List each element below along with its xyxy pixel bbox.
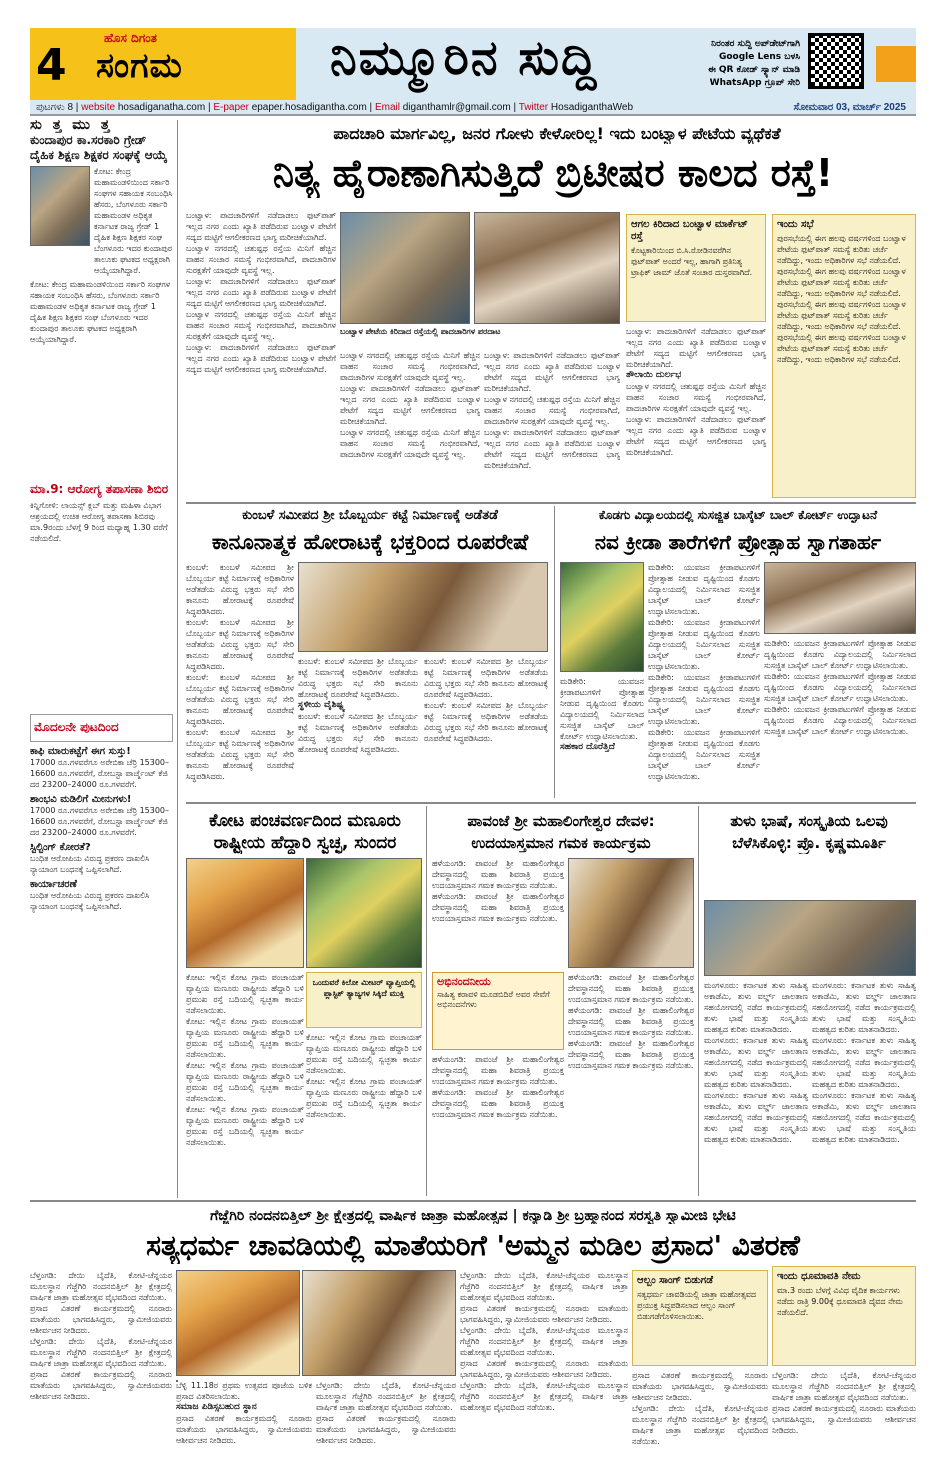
- story-body: [560, 676, 644, 796]
- qr-line: Google Lens ಬಳಸಿ: [718, 52, 800, 62]
- bottom-body: [460, 1270, 628, 1454]
- story-body: [812, 980, 916, 1192]
- bottom-paragraph: ಬೆಳ್ತಂಗಡಿ: ದೇಯಿ ಬೈದೆತಿ, ಕೋಟಿ-ಚೆನ್ನಯರ ಮೂಲಸ್ಥಾನ ಗೆಜ್ಜೆಗಿರಿ ನಂದನಬಿತ್ತಿಲ್ ಶ್ರೀ ಕ್ಷೇತ್ರದಲ್ಲಿ ವಾರ್ಷಿಕ ಜಾತ್ರಾ ಮಹೋತ್ಸವ ವೈಭವದಿಂದ ನಡೆಯಿತು.: [632, 1404, 768, 1446]
- story-paragraph: ಮಡಿಕೇರಿ: ಯುವಜನ ಕ್ರೀಡಾಪಟುಗಳಿಗೆ ಪ್ರೋತ್ಸಾಹ ನೀಡುವ ದೃಷ್ಟಿಯಿಂದ ಕೊಡಗು ವಿದ್ಯಾಲಯದಲ್ಲಿ ನಿರ್ಮಿಸಲಾದ ಸುಸಜ್ಜಿತ ಬಾಸ್ಕೆಟ್ ಬಾಲ್ ಕೋರ್ಟ್ ಉದ್ಘಾಟಿಸಲಾಯಿತು.: [764, 705, 916, 736]
- story-paragraph: ಕೋಟ: ಇಲ್ಲಿನ ಕೋಟ ಗ್ರಾಮ ಪಂಚಾಯತ್ ವ್ಯಾಪ್ತಿಯ ಮಣೂರು ರಾಷ್ಟ್ರೀಯ ಹೆದ್ದಾರಿ ಬಳಿ ಪ್ರಮುಖ ರಸ್ತೆ ಬದಿಯಲ್ಲಿ ಸ್ವಚ್ಛತಾ ಕಾರ್ಯ ನಡೆಸಲಾಯಿತು.: [186, 1017, 304, 1059]
- divider: [30, 1200, 916, 1202]
- qr-line: WhatsApp ಗ್ರೂಪ್ ಸೇರಿ: [709, 78, 800, 88]
- story-kicker: ಕುಂಬಳೆ ಸಮೀಪದ ಶ್ರೀ ಬೊಬ್ಬರ್ಯ ಕಟ್ಟೆ ನಿರ್ಮಾಣಕ್ಕೆ ಅಡೆತಡೆ: [242, 508, 498, 523]
- qr-instructions: [680, 38, 800, 90]
- email-label: Email: [374, 102, 400, 113]
- story-paragraph: ಮಡಿಕೇರಿ: ಯುವಜನ ಕ್ರೀಡಾಪಟುಗಳಿಗೆ ಪ್ರೋತ್ಸಾಹ ನೀಡುವ ದೃಷ್ಟಿಯಿಂದ ಕೊಡಗು ವಿದ್ಯಾಲಯದಲ್ಲಿ ನಿರ್ಮಿಸಲಾದ ಸುಸಜ್ಜಿತ ಬಾಸ್ಕೆಟ್ ಬಾಲ್ ಕೋರ್ಟ್ ಉದ್ಘಾಟಿಸಲಾಯಿತು.: [560, 677, 644, 741]
- email-link[interactable]: diganthamlr@gmail.com: [402, 102, 511, 113]
- lead-paragraph: ಬಂಟ್ವಾಳ ನಗರದಲ್ಲಿ ಚತುಷ್ಪಥ ರಸ್ತೆಯ ಮಿನಿಗೆ ಹೆಚ್ಚಿನ ವಾಹನ ಸಂಚಾರ ಸಮಸ್ಯೆ ಗಂಭೀರವಾಗಿದೆ, ಪಾದಚಾರಿಗಳ ಸುರಕ್ಷತೆಗೆ ಯಾವುದೇ ವ್ಯವಸ್ಥೆ ಇಲ್ಲ.: [484, 395, 620, 426]
- story-paragraph: ಮಂಗಳೂರು: ಕರ್ನಾಟಕ ತುಳು ಸಾಹಿತ್ಯ ಅಕಾಡೆಮಿ, ತುಳು ವರ್ಲ್ಡ್ ಜಾಲತಾಣ ಸಹಯೋಗದಲ್ಲಿ ನಡೆದ ಕಾರ್ಯಕ್ರಮದಲ್ಲಿ ತುಳು ಭಾಷೆ ಮತ್ತು ಸಂಸ್ಕೃತಿಯ ಮಹತ್ವದ ಕುರಿತು ಮಾತನಾಡಿದರು.: [704, 981, 808, 1034]
- story-subhead: ಸ್ಥಳೀಯ ವೈಶಿಷ್ಟ್ಯ: [298, 700, 345, 710]
- lead-paragraph: ಬಂಟ್ವಾಳ: ಪಾದಚಾರಿಗಳಿಗೆ ನಡೆದಾಡಲು ಫುಟ್‌ಪಾತ್ ಇಲ್ಲದ ನಗರ ಎಂದು ಖ್ಯಾತಿ ಪಡೆದಿರುವ ಬಂಟ್ವಾಳ ಪೇಟೆಗೆ ಸದ್ಯದ ಮಟ್ಟಿಗೆ ಆಗಲೀಕರಣದ ಭಾಗ್ಯ ಮರೀಚಿಕೆಯಾಗಿದೆ.: [484, 351, 620, 393]
- twitter-label: Twitter: [518, 102, 549, 113]
- section-title: ನಿಮ್ಮೂರಿನ ಸುದ್ದಿ: [330, 30, 599, 86]
- bottom-paragraph: ಬೆಳ್ತಂಗಡಿ: ದೇಯಿ ಬೈದೆತಿ, ಕೋಟಿ-ಚೆನ್ನಯರ ಮೂಲಸ್ಥಾನ ಗೆಜ್ಜೆಗಿರಿ ನಂದನಬಿತ್ತಿಲ್ ಶ್ರೀ ಕ್ಷೇತ್ರದಲ್ಲಿ ವಾರ್ಷಿಕ ಜಾತ್ರಾ ಮಹೋತ್ಸವ ವೈಭವದಿಂದ ನಡೆಯಿತು.: [30, 1337, 172, 1368]
- bottom-body: [772, 1370, 916, 1454]
- meeting-box-body: ಪುರಸಭೆಯಲ್ಲಿ ಈಗ ಹಲವು ವರ್ಷಗಳಿಂದ ಬಂಟ್ವಾಳ ಪೇಟೆಯ ಫುಟ್‌ಪಾತ್ ಸಮಸ್ಯೆ ಕುರಿತು ಚರ್ಚೆ ನಡೆದಿದ್ದು, ಇಂದು ಅಧಿಕಾರಿಗಳ ಸಭೆ ನಡೆಯಲಿದೆ.: [777, 333, 906, 364]
- subhead: ಶಾಂಭವಿ ಮಡಿಲಿಗೆ ಮೀನುಗಳು!: [30, 794, 132, 805]
- story-paragraph: ಮಡಿಕೇರಿ: ಯುವಜನ ಕ್ರೀಡಾಪಟುಗಳಿಗೆ ಪ್ರೋತ್ಸಾಹ ನೀಡುವ ದೃಷ್ಟಿಯಿಂದ ಕೊಡಗು ವಿದ್ಯಾಲಯದಲ್ಲಿ ನಿರ್ಮಿಸಲಾದ ಸುಸಜ್ಜಿತ ಬಾಸ್ಕೆಟ್ ಬಾಲ್ ಕೋರ್ಟ್ ಉದ್ಘಾಟಿಸಲಾಯಿತು.: [764, 672, 916, 703]
- masthead-orange-accent: [876, 46, 916, 82]
- subhead: ಕಾರ್ಯಾಚರಣೆ: [30, 879, 77, 890]
- story-paragraph: ಹಳೆಯಂಗಡಿ: ಪಾವಂಜೆ ಶ್ರೀ ಮಹಾಲಿಂಗೇಶ್ವರ ದೇವಸ್ಥಾನದಲ್ಲಿ ಮಹಾ ಶಿವರಾತ್ರಿ ಪ್ರಯುಕ್ತ ಉದಯಾಸ್ತಮಾನ ಗಮಕ ಕಾರ್ಯಕ್ರಮ ನಡೆಯಿತು.: [568, 1039, 694, 1070]
- meeting-box-title: ಇಂದು ಸಭೆ: [777, 219, 814, 230]
- story-body: [298, 656, 418, 796]
- story-body: ಕಿನ್ನಿಗೋಳಿ: ಲಾಯನ್ಸ್ ಕ್ಲಬ್ ಮತ್ತು ಮಹಿಳಾ ವಿಭಾಗ ಆಶ್ರಯದಲ್ಲಿ ಉಚಿತ ಆರೋಗ್ಯ ತಪಾಸಣಾ ಶಿಬಿರವು ಮಾ.9ರಂದು ಬೆಳಗ್ಗೆ 9 ರಿಂದ ಮಧ್ಯಾಹ್ನ 1.30 ವರೆಗೆ ನಡೆಯಲಿದೆ.: [30, 501, 168, 543]
- story-paragraph: ಮಂಗಳೂರು: ಕರ್ನಾಟಕ ತುಳು ಸಾಹಿತ್ಯ ಅಕಾಡೆಮಿ, ತುಳು ವರ್ಲ್ಡ್ ಜಾಲತಾಣ ಸಹಯೋಗದಲ್ಲಿ ನಡೆದ ಕಾರ್ಯಕ್ರಮದಲ್ಲಿ ತುಳು ಭಾಷೆ ಮತ್ತು ಸಂಸ್ಕೃತಿಯ ಮಹತ್ವದ ಕುರಿತು ಮಾತನಾಡಿದರು.: [704, 1091, 808, 1144]
- box-body: ಮಾ.3 ರಂದು ಬೆಳಗ್ಗೆ ವಿವಿಧ ವೈದಿಕ ಕಾರ್ಯಗಳು ನಡೆದು ರಾತ್ರಿ 9.00ಕ್ಕೆ ಧೂಮಾವತಿ ದೈವದ ನೇಮ ನಡೆಯಲಿದೆ.: [777, 1286, 903, 1317]
- story-paragraph: ಹಳೆಯಂಗಡಿ: ಪಾವಂಜೆ ಶ್ರೀ ಮಹಾಲಿಂಗೇಶ್ವರ ದೇವಸ್ಥಾನದಲ್ಲಿ ಮಹಾ ಶಿವರಾತ್ರಿ ಪ್ರಯುಕ್ತ ಉದಯಾಸ್ತಮಾನ ಗಮಕ ಕಾರ್ಯಕ್ರಮ ನಡೆಯಿತು.: [432, 1055, 564, 1086]
- story-paragraph: ಕೋಟ: ಇಲ್ಲಿನ ಕೋಟ ಗ್ರಾಮ ಪಂಚಾಯತ್ ವ್ಯಾಪ್ತಿಯ ಮಣೂರು ರಾಷ್ಟ್ರೀಯ ಹೆದ್ದಾರಿ ಬಳಿ ಪ್ರಮುಖ ರಸ್ತೆ ಬದಿಯಲ್ಲಿ ಸ್ವಚ್ಛತಾ ಕಾರ್ಯ ನಡೆಸಲಾಯಿತು.: [306, 1077, 422, 1119]
- bottom-body: [316, 1380, 456, 1454]
- story-paragraph: ಮಡಿಕೇರಿ: ಯುವಜನ ಕ್ರೀಡಾಪಟುಗಳಿಗೆ ಪ್ರೋತ್ಸಾಹ ನೀಡುವ ದೃಷ್ಟಿಯಿಂದ ಕೊಡಗು ವಿದ್ಯಾಲಯದಲ್ಲಿ ನಿರ್ಮಿಸಲಾದ ಸುಸಜ್ಜಿತ ಬಾಸ್ಕೆಟ್ ಬಾಲ್ ಕೋರ್ಟ್ ಉದ್ಘಾಟಿಸಲಾಯಿತು.: [648, 728, 760, 781]
- qr-line: ನಿರಂತರ ಸುದ್ದಿ ಅಪ್‌ಡೇಟ್‌ಗಾಗಿ: [711, 39, 800, 49]
- story-body: [306, 1032, 422, 1192]
- twitter-link[interactable]: HosadiganthaWeb: [550, 102, 634, 113]
- bottom-body: [176, 1380, 312, 1454]
- story-body: [568, 972, 694, 1192]
- box-title: ಆಲ್ಬಂ ಸಾಂಗ್ ಬಿಡುಗಡೆ: [637, 1275, 713, 1286]
- divider: [186, 802, 916, 804]
- story-paragraph: ಕುಂಬಳೆ: ಕುಂಬಳೆ ಸಮೀಪದ ಶ್ರೀ ಬೊಬ್ಬರ್ಯ ಕಟ್ಟೆ ನಿರ್ಮಾಣಕ್ಕೆ ಅಧಿಕಾರಿಗಳ ಅಡೆತಡೆಯ ವಿರುದ್ಧ ಭಕ್ತರು ಸಭೆ ಸೇರಿ ಕಾನೂನು ಹೋರಾಟಕ್ಕೆ ರೂಪರೇಷೆ ಸಿದ್ಧಪಡಿಸಿದರು.: [298, 657, 418, 699]
- lead-body-col4: [626, 326, 766, 496]
- lead-photo-street: [340, 212, 470, 324]
- story-body: [764, 638, 916, 796]
- subhead: ಸ್ಟಿಲ್ಟಿಂಗ್ ಕೋರತೆ?: [30, 842, 91, 853]
- story-paragraph: ಕೋಟ: ಇಲ್ಲಿನ ಕೋಟ ಗ್ರಾಮ ಪಂಚಾಯತ್ ವ್ಯಾಪ್ತಿಯ ಮಣೂರು ರಾಷ್ಟ್ರೀಯ ಹೆದ್ದಾರಿ ಬಳಿ ಪ್ರಮುಖ ರಸ್ತೆ ಬದಿಯಲ್ಲಿ ಸ್ವಚ್ಛತಾ ಕಾರ್ಯ ನಡೆಸಲಾಯಿತು.: [186, 1061, 304, 1103]
- lead-paragraph: ಬಂಟ್ವಾಳ ನಗರದಲ್ಲಿ ಚತುಷ್ಪಥ ರಸ್ತೆಯ ಮಿನಿಗೆ ಹೆಚ್ಚಿನ ವಾಹನ ಸಂಚಾರ ಸಮಸ್ಯೆ ಗಂಭೀರವಾಗಿದೆ, ಪಾದಚಾರಿಗಳ ಸುರಕ್ಷತೆಗೆ ಯಾವುದೇ ವ್ಯವಸ್ಥೆ ಇಲ್ಲ.: [186, 310, 336, 341]
- headline-line: ಕೋಟ ಪಂಚವರ್ಣದಿಂದ ಮಣೂರು: [209, 811, 401, 831]
- story-body: [648, 562, 760, 796]
- story-body: [432, 1054, 564, 1192]
- divider: [426, 806, 427, 1196]
- bottom-paragraph: ಪ್ರಸಾದ ವಿತರಣೆ ಕಾರ್ಯಕ್ರಮದಲ್ಲಿ ನೂರಾರು ಮಾತೆಯರು ಭಾಗವಹಿಸಿದ್ದರು, ಸ್ವಾಮೀಜಿಯವರು ಆಶೀರ್ವಚನ ನೀಡಿದರು.: [632, 1371, 768, 1402]
- story-paragraph: ಹಳೆಯಂಗಡಿ: ಪಾವಂಜೆ ಶ್ರೀ ಮಹಾಲಿಂಗೇಶ್ವರ ದೇವಸ್ಥಾನದಲ್ಲಿ ಮಹಾ ಶಿವರಾತ್ರಿ ಪ್ರಯುಕ್ತ ಉದಯಾಸ್ತಮಾನ ಗಮಕ ಕಾರ್ಯಕ್ರಮ ನಡೆಯಿತು.: [432, 892, 564, 923]
- story-paragraph: ಮಂಗಳೂರು: ಕರ್ನಾಟಕ ತುಳು ಸಾಹಿತ್ಯ ಅಕಾಡೆಮಿ, ತುಳು ವರ್ಲ್ಡ್ ಜಾಲತಾಣ ಸಹಯೋಗದಲ್ಲಿ ನಡೆದ ಕಾರ್ಯಕ್ರಮದಲ್ಲಿ ತುಳು ಭಾಷೆ ಮತ್ತು ಸಂಸ್ಕೃತಿಯ ಮಹತ್ವದ ಕುರಿತು ಮಾತನಾಡಿದರು.: [704, 1036, 808, 1089]
- story-paragraph: ಕುಂಬಳೆ: ಕುಂಬಳೆ ಸಮೀಪದ ಶ್ರೀ ಬೊಬ್ಬರ್ಯ ಕಟ್ಟೆ ನಿರ್ಮಾಣಕ್ಕೆ ಅಧಿಕಾರಿಗಳ ಅಡೆತಡೆಯ ವಿರುದ್ಧ ಭಕ್ತರು ಸಭೆ ಸೇರಿ ಕಾನೂನು ಹೋರಾಟಕ್ಕೆ ರೂಪರೇಷೆ ಸಿದ್ಧಪಡಿಸಿದರು.: [186, 563, 294, 616]
- story-paragraph: ಕುಂಬಳೆ: ಕುಂಬಳೆ ಸಮೀಪದ ಶ್ರೀ ಬೊಬ್ಬರ್ಯ ಕಟ್ಟೆ ನಿರ್ಮಾಣಕ್ಕೆ ಅಧಿಕಾರಿಗಳ ಅಡೆತಡೆಯ ವಿರುದ್ಧ ಭಕ್ತರು ಸಭೆ ಸೇರಿ ಕಾನೂನು ಹೋರಾಟಕ್ಕೆ ರೂಪರೇಷೆ ಸಿದ್ಧಪಡಿಸಿದರು.: [424, 657, 548, 699]
- feature-title: ಮೊದಲನೇ ಪುಟದಿಂದ: [34, 720, 119, 734]
- lead-photo-pedestrians: [474, 212, 620, 324]
- bottom-paragraph: ಬೆಳ್ತಂಗಡಿ: ದೇಯಿ ಬೈದೆತಿ, ಕೋಟಿ-ಚೆನ್ನಯರ ಮೂಲಸ್ಥಾನ ಗೆಜ್ಜೆಗಿರಿ ನಂದನಬಿತ್ತಿಲ್ ಶ್ರೀ ಕ್ಷೇತ್ರದಲ್ಲಿ ವಾರ್ಷಿಕ ಜಾತ್ರಾ ಮಹೋತ್ಸವ ವೈಭವದಿಂದ ನಡೆಯಿತು.: [772, 1371, 916, 1402]
- story-body: [186, 562, 294, 796]
- bottom-paragraph: ಬೆಳ್ತಂಗಡಿ: ದೇಯಿ ಬೈದೆತಿ, ಕೋಟಿ-ಚೆನ್ನಯರ ಮೂಲಸ್ಥಾನ ಗೆಜ್ಜೆಗಿರಿ ನಂದನಬಿತ್ತಿಲ್ ಶ್ರೀ ಕ್ಷೇತ್ರದಲ್ಲಿ ವಾರ್ಷಿಕ ಜಾತ್ರಾ ಮಹೋತ್ಸವ ವೈಭವದಿಂದ ನಡೆಯಿತು.: [460, 1326, 628, 1357]
- story-paragraph: ಕುಂಬಳೆ: ಕುಂಬಳೆ ಸಮೀಪದ ಶ್ರೀ ಬೊಬ್ಬರ್ಯ ಕಟ್ಟೆ ನಿರ್ಮಾಣಕ್ಕೆ ಅಧಿಕಾರಿಗಳ ಅಡೆತಡೆಯ ವಿರುದ್ಧ ಭಕ್ತರು ಸಭೆ ಸೇರಿ ಕಾನೂನು ಹೋರಾಟಕ್ಕೆ ರೂಪರೇಷೆ ಸಿದ್ಧಪಡಿಸಿದರು.: [186, 618, 294, 671]
- bottom-paragraph: ಬೆಳ್ತಂಗಡಿ: ದೇಯಿ ಬೈದೆತಿ, ಕೋಟಿ-ಚೆನ್ನಯರ ಮೂಲಸ್ಥಾನ ಗೆಜ್ಜೆಗಿರಿ ನಂದನಬಿತ್ತಿಲ್ ಶ್ರೀ ಕ್ಷೇತ್ರದಲ್ಲಿ ವಾರ್ಷಿಕ ಜಾತ್ರಾ ಮಹೋತ್ಸವ ವೈಭವದಿಂದ ನಡೆಯಿತು.: [460, 1381, 628, 1412]
- story-paragraph: ಕೋಟ: ಇಲ್ಲಿನ ಕೋಟ ಗ್ರಾಮ ಪಂಚಾಯತ್ ವ್ಯಾಪ್ತಿಯ ಮಣೂರು ರಾಷ್ಟ್ರೀಯ ಹೆದ್ದಾರಿ ಬಳಿ ಪ್ರಮುಖ ರಸ್ತೆ ಬದಿಯಲ್ಲಿ ಸ್ವಚ್ಛತಾ ಕಾರ್ಯ ನಡೆಸಲಾಯಿತು.: [186, 1105, 304, 1147]
- website-label: website: [81, 102, 116, 113]
- story-paragraph: ಮಡಿಕೇರಿ: ಯುವಜನ ಕ್ರೀಡಾಪಟುಗಳಿಗೆ ಪ್ರೋತ್ಸಾಹ ನೀಡುವ ದೃಷ್ಟಿಯಿಂದ ಕೊಡಗು ವಿದ್ಯಾಲಯದಲ್ಲಿ ನಿರ್ಮಿಸಲಾದ ಸುಸಜ್ಜಿತ ಬಾಸ್ಕೆಟ್ ಬಾಲ್ ಕೋರ್ಟ್ ಉದ್ಘಾಟಿಸಲಾಯಿತು.: [764, 639, 916, 670]
- lead-paragraph: ಬಂಟ್ವಾಳ: ಪಾದಚಾರಿಗಳಿಗೆ ನಡೆದಾಡಲು ಫುಟ್‌ಪಾತ್ ಇಲ್ಲದ ನಗರ ಎಂದು ಖ್ಯಾತಿ ಪಡೆದಿರುವ ಬಂಟ್ವಾಳ ಪೇಟೆಗೆ ಸದ್ಯದ ಮಟ್ಟಿಗೆ ಆಗಲೀಕರಣದ ಭಾಗ್ಯ ಮರೀಚಿಕೆಯಾಗಿದೆ.: [186, 343, 336, 374]
- bottom-body: [632, 1370, 768, 1454]
- inauguration-photo: [764, 562, 916, 634]
- box-title: ಇಂದು ಧೂಮಾವತಿ ನೇಮ: [777, 1271, 861, 1282]
- bottom-paragraph: ಬೆಳ್ತಂಗಡಿ: ದೇಯಿ ಬೈದೆತಿ, ಕೋಟಿ-ಚೆನ್ನಯರ ಮೂಲಸ್ಥಾನ ಗೆಜ್ಜೆಗಿರಿ ನಂದನಬಿತ್ತಿಲ್ ಶ್ರೀ ಕ್ಷೇತ್ರದಲ್ಲಿ ವಾರ್ಷಿಕ ಜಾತ್ರಾ ಮಹೋತ್ಸವ ವೈಭವದಿಂದ ನಡೆಯಿತು.: [30, 1271, 172, 1302]
- issue-date: ಸೋಮವಾರ 03, ಮಾರ್ಚ್ 2025: [793, 102, 906, 113]
- lead-headline: ನಿತ್ಯ ಹೈರಾಣಾಗಿಸುತ್ತಿದೆ ಬ್ರಿಟೀಷರ ಕಾಲದ ರಸ್ತೆ!: [272, 151, 834, 195]
- pages-count: ಪುಟಗಳು 8: [36, 102, 74, 113]
- divider: [554, 506, 555, 798]
- bottom-paragraph: ಪ್ರಸಾದ ವಿತರಣೆ ಕಾರ್ಯಕ್ರಮದಲ್ಲಿ ನೂರಾರು ಮಾತೆಯರು ಭಾಗವಹಿಸಿದ್ದರು, ಸ್ವಾಮೀಜಿಯವರು ಆಶೀರ್ವಚನ ನೀಡಿದರು.: [176, 1414, 312, 1445]
- portrait-photo: [30, 166, 90, 246]
- story-subhead: ಸಹಕಾರ ದೊರೆತ್ತಿದೆ: [560, 742, 615, 752]
- bottom-paragraph: ಪ್ರಸಾದ ವಿತರಣೆ ಕಾರ್ಯಕ್ರಮದಲ್ಲಿ ನೂರಾರು ಮಾತೆಯರು ಭಾಗವಹಿಸಿದ್ದರು, ಸ್ವಾಮೀಜಿಯವರು ಆಶೀರ್ವಚನ ನೀಡಿದರು.: [316, 1414, 456, 1445]
- story-block: [30, 166, 173, 279]
- story-paragraph: ಕುಂಬಳೆ: ಕುಂಬಳೆ ಸಮೀಪದ ಶ್ರೀ ಬೊಬ್ಬರ್ಯ ಕಟ್ಟೆ ನಿರ್ಮಾಣಕ್ಕೆ ಅಧಿಕಾರಿಗಳ ಅಡೆತಡೆಯ ವಿರುದ್ಧ ಭಕ್ತರು ಸಭೆ ಸೇರಿ ಕಾನೂನು ಹೋರಾಟಕ್ಕೆ ರೂಪರೇಷೆ ಸಿದ್ಧಪಡಿಸಿದರು.: [186, 728, 294, 781]
- story-kicker: ಕೊಡಗು ವಿದ್ಯಾಲಯದಲ್ಲಿ ಸುಸಜ್ಜಿತ ಬಾಸ್ಕೆಟ್ ಬಾಲ್ ಕೋರ್ಟ್ ಉದ್ಘಾಟನೆ: [598, 508, 878, 522]
- meeting-box-body: ಪುರಸಭೆಯಲ್ಲಿ ಈಗ ಹಲವು ವರ್ಷಗಳಿಂದ ಬಂಟ್ವಾಳ ಪೇಟೆಯ ಫುಟ್‌ಪಾತ್ ಸಮಸ್ಯೆ ಕುರಿತು ಚರ್ಚೆ ನಡೆದಿದ್ದು, ಇಂದು ಅಧಿಕಾರಿಗಳ ಸಭೆ ನಡೆಯಲಿದೆ.: [777, 267, 906, 298]
- lead-paragraph: ಬಂಟ್ವಾಳ: ಪಾದಚಾರಿಗಳಿಗೆ ನಡೆದಾಡಲು ಫುಟ್‌ಪಾತ್ ಇಲ್ಲದ ನಗರ ಎಂದು ಖ್ಯಾತಿ ಪಡೆದಿರುವ ಬಂಟ್ವಾಳ ಪೇಟೆಗೆ ಸದ್ಯದ ಮಟ್ಟಿಗೆ ಆಗಲೀಕರಣದ ಭಾಗ್ಯ ಮರೀಚಿಕೆಯಾಗಿದೆ.: [186, 277, 336, 308]
- story-headline: [190, 810, 420, 854]
- tulu-event-photo: [704, 900, 916, 976]
- story-body: [424, 656, 548, 796]
- story-paragraph: ಹಳೆಯಂಗಡಿ: ಪಾವಂಜೆ ಶ್ರೀ ಮಹಾಲಿಂಗೇಶ್ವರ ದೇವಸ್ಥಾನದಲ್ಲಿ ಮಹಾ ಶಿವರಾತ್ರಿ ಪ್ರಯುಕ್ತ ಉದಯಾಸ್ತಮಾನ ಗಮಕ ಕಾರ್ಯಕ್ರಮ ನಡೆಯಿತು.: [568, 1006, 694, 1037]
- ad-body: ಸಾಹಿತ್ಯ ಕರಾವಳಿ ಮೂಡಬಿದಿರೆ ಅವರ ಸೇವೆಗೆ ಅಭಿನಂದನೆಗಳು: [437, 990, 550, 1009]
- story-headline: ಕುಂದಾಪುರ ಕಾ.ಸರಕಾರಿ ಗ್ರೇಡ್ ದೈಹಿಕ ಶಿಕ್ಷಣ ಶಿಕ್ಷಕರ ಸಂಘಕ್ಕೆ ಆಯ್ಕೆ: [30, 133, 168, 162]
- dhoomavati-nema-box: [772, 1266, 916, 1366]
- story-paragraph: ಹಳೆಯಂಗಡಿ: ಪಾವಂಜೆ ಶ್ರೀ ಮಹಾಲಿಂಗೇಶ್ವರ ದೇವಸ್ಥಾನದಲ್ಲಿ ಮಹಾ ಶಿವರಾತ್ರಿ ಪ್ರಯುಕ್ತ ಉದಯಾಸ್ತಮಾನ ಗಮಕ ಕಾರ್ಯಕ್ರಮ ನಡೆಯಿತು.: [432, 1088, 564, 1119]
- meeting-box-body: ಪುರಸಭೆಯಲ್ಲಿ ಈಗ ಹಲವು ವರ್ಷಗಳಿಂದ ಬಂಟ್ವಾಳ ಪೇಟೆಯ ಫುಟ್‌ಪಾತ್ ಸಮಸ್ಯೆ ಕುರಿತು ಚರ್ಚೆ ನಡೆದಿದ್ದು, ಇಂದು ಅಧಿಕಾರಿಗಳ ಸಭೆ ನಡೆಯಲಿದೆ.: [777, 300, 906, 331]
- box-body: ಸತ್ಯಧರ್ಮ ಚಾವಡಿಯಲ್ಲಿ ಜಾತ್ರಾ ಮಹೋತ್ಸವದ ಪ್ರಯುಕ್ತ ಸಿದ್ಧಪಡಿಸಲಾದ ಆಲ್ಬಂ ಸಾಂಗ್ ಬಿಡುಗಡೆಗೊಳಿಸಲಾಯಿತು.: [637, 1290, 757, 1321]
- headline-line: ಬೆಳೆಸಿಕೊಳ್ಳಿ: ಪ್ರೊ. ಕೃಷ್ಣಮೂರ್ತಿ: [732, 834, 886, 852]
- cleanup-photo-2: [306, 858, 422, 968]
- basketball-court-photo: [560, 562, 644, 672]
- story-body: ಕೋಟ: ಕೇಂದ್ರ ಮಹಾಮಂಡಳಿಯಿಂದ ಸರ್ಕಾರಿ ಸಂಘಗಳ ಸಹಾಯಕ ಸಂಬಂಧಿಸಿ ಹೆಸರು, ಬೆಂಗಳೂರು ಸರ್ಕಾರಿ ಮಹಾಮಂಡಳ ಅಧಿಕೃತ ಕರ್ನಾಟಕ ರಾಜ್ಯ ಗ್ರೇಡ್ 1 ದೈಹಿಕ ಶಿಕ್ಷಣ ಶಿಕ್ಷಕರ ಸಂಘ ಬೆಂಗಳೂರು ಇದರ ಕುಂದಾಪುರ ತಾಲೂಕು ಘಟಕದ ಅಧ್ಯಕ್ಷರಾಗಿ ಆಯ್ಕೆಯಾಗಿದ್ದಾರೆ.: [30, 280, 171, 344]
- story-headline: [702, 810, 916, 854]
- lead-paragraph: ಬಂಟ್ವಾಳ ನಗರದಲ್ಲಿ ಚತುಷ್ಪಥ ರಸ್ತೆಯ ಮಿನಿಗೆ ಹೆಚ್ಚಿನ ವಾಹನ ಸಂಚಾರ ಸಮಸ್ಯೆ ಗಂಭೀರವಾಗಿದೆ, ಪಾದಚಾರಿಗಳ ಸುರಕ್ಷತೆಗೆ ಯಾವುದೇ ವ್ಯವಸ್ಥೆ ಇಲ್ಲ.: [340, 351, 480, 382]
- sidebar-box-title: ಆಗಲ ಕಿರಿದಾದ ಬಂಟ್ವಾಳ ಮಾರ್ಕೆಟ್ ರಸ್ತೆ: [631, 219, 748, 242]
- meeting-today-box: [772, 214, 916, 498]
- lead-sidebar-box: [626, 214, 766, 322]
- story-body: 17000 ರೂ.ಗಳವರೆಗೂ ಅರೇಬಿಕಾ ಚೆರ್ರಿ 15300–16600 ರೂ.ಗಳವರೆಗೆ, ರೋಬಸ್ಟಾ ಪಾರ್ಚ್ಮೆಂಟ್ ಕೆಜಿ ದರ 23200–24000 ರೂ.ಗಳವರೆಗೆ.: [30, 806, 170, 837]
- story-headline: [430, 810, 692, 854]
- left-column: [30, 120, 178, 1198]
- headline-line: ಪಾವಂಜೆ ಶ್ರೀ ಮಹಾಲಿಂಗೇಶ್ವರ ದೇವಳ:: [467, 812, 655, 830]
- page-number: 4: [36, 40, 67, 91]
- cleanup-photo-1: [186, 858, 304, 968]
- column-logo: ಸು ತ್ತ ಮು ತ್ತ: [30, 120, 113, 133]
- lead-paragraph: ಬಂಟ್ವಾಳ: ಪಾದಚಾರಿಗಳಿಗೆ ನಡೆದಾಡಲು ಫುಟ್‌ಪಾತ್ ಇಲ್ಲದ ನಗರ ಎಂದು ಖ್ಯಾತಿ ಪಡೆದಿರುವ ಬಂಟ್ವಾಳ ಪೇಟೆಗೆ ಸದ್ಯದ ಮಟ್ಟಿಗೆ ಆಗಲೀಕರಣದ ಭಾಗ್ಯ ಮರೀಚಿಕೆಯಾಗಿದೆ.: [484, 428, 620, 470]
- story-headline: ಕಾನೂನಾತ್ಮಕ ಹೋರಾಟಕ್ಕೆ ಭಕ್ತರಿಂದ ರೂಪರೇಷೆ: [211, 530, 529, 554]
- bottom-paragraph: ಬೆಳ್ತಂಗಡಿ: ದೇಯಿ ಬೈದೆತಿ, ಕೋಟಿ-ಚೆನ್ನಯರ ಮೂಲಸ್ಥಾನ ಗೆಜ್ಜೆಗಿರಿ ನಂದನಬಿತ್ತಿಲ್ ಶ್ರೀ ಕ್ಷೇತ್ರದಲ್ಲಿ ವಾರ್ಷಿಕ ಜಾತ್ರಾ ಮಹೋತ್ಸವ ವೈಭವದಿಂದ ನಡೆಯಿತು.: [460, 1271, 628, 1302]
- story-paragraph: ಮಡಿಕೇರಿ: ಯುವಜನ ಕ್ರೀಡಾಪಟುಗಳಿಗೆ ಪ್ರೋತ್ಸಾಹ ನೀಡುವ ದೃಷ್ಟಿಯಿಂದ ಕೊಡಗು ವಿದ್ಯಾಲಯದಲ್ಲಿ ನಿರ್ಮಿಸಲಾದ ಸುಸಜ್ಜಿತ ಬಾಸ್ಕೆಟ್ ಬಾಲ್ ಕೋರ್ಟ್ ಉದ್ಘಾಟಿಸಲಾಯಿತು.: [648, 618, 760, 671]
- lead-paragraph: ಬಂಟ್ವಾಳ ನಗರದಲ್ಲಿ ಚತುಷ್ಪಥ ರಸ್ತೆಯ ಮಿನಿಗೆ ಹೆಚ್ಚಿನ ವಾಹನ ಸಂಚಾರ ಸಮಸ್ಯೆ ಗಂಭೀರವಾಗಿದೆ, ಪಾದಚಾರಿಗಳ ಸುರಕ್ಷತೆಗೆ ಯಾವುದೇ ವ್ಯವಸ್ಥೆ ಇಲ್ಲ.: [340, 428, 480, 459]
- story-paragraph: ಹಳೆಯಂಗಡಿ: ಪಾವಂಜೆ ಶ್ರೀ ಮಹಾಲಿಂಗೇಶ್ವರ ದೇವಸ್ಥಾನದಲ್ಲಿ ಮಹಾ ಶಿವರಾತ್ರಿ ಪ್ರಯುಕ್ತ ಉದಯಾಸ್ತಮಾನ ಗಮಕ ಕಾರ್ಯಕ್ರಮ ನಡೆಯಿತು.: [432, 859, 564, 890]
- lead-paragraph: ಬಂಟ್ವಾಳ ನಗರದಲ್ಲಿ ಚತುಷ್ಪಥ ರಸ್ತೆಯ ಮಿನಿಗೆ ಹೆಚ್ಚಿನ ವಾಹನ ಸಂಚಾರ ಸಮಸ್ಯೆ ಗಂಭೀರವಾಗಿದೆ, ಪಾದಚಾರಿಗಳ ಸುರಕ್ಷತೆಗೆ ಯಾವುದೇ ವ್ಯವಸ್ಥೆ ಇಲ್ಲ.: [186, 244, 336, 275]
- lead-body: [186, 210, 336, 495]
- story-paragraph: ಹಳೆಯಂಗಡಿ: ಪಾವಂಜೆ ಶ್ರೀ ಮಹಾಲಿಂಗೇಶ್ವರ ದೇವಸ್ಥಾನದಲ್ಲಿ ಮಹಾ ಶಿವರಾತ್ರಿ ಪ್ರಯುಕ್ತ ಉದಯಾಸ್ತಮಾನ ಗಮಕ ಕಾರ್ಯಕ್ರಮ ನಡೆಯಿತು.: [568, 973, 694, 1004]
- story-paragraph: ಕುಂಬಳೆ: ಕುಂಬಳೆ ಸಮೀಪದ ಶ್ರೀ ಬೊಬ್ಬರ್ಯ ಕಟ್ಟೆ ನಿರ್ಮಾಣಕ್ಕೆ ಅಧಿಕಾರಿಗಳ ಅಡೆತಡೆಯ ವಿರುದ್ಧ ಭಕ್ತರು ಸಭೆ ಸೇರಿ ಕಾನೂನು ಹೋರಾಟಕ್ಕೆ ರೂಪರೇಷೆ ಸಿದ್ಧಪಡಿಸಿದರು.: [424, 701, 548, 743]
- prasada-photo-2: [302, 1270, 456, 1376]
- bottom-paragraph: ಪ್ರಸಾದ ವಿತರಣೆ ಕಾರ್ಯಕ್ರಮದಲ್ಲಿ ನೂರಾರು ಮಾತೆಯರು ಭಾಗವಹಿಸಿದ್ದರು, ಸ್ವಾಮೀಜಿಯವರು ಆಶೀರ್ವಚನ ನೀಡಿದರು.: [772, 1404, 916, 1435]
- story-body: 17000 ರೂ.ಗಳವರೆಗೂ ಅರೇಬಿಕಾ ಚೆರ್ರಿ 15300–16600 ರೂ.ಗಳವರೆಗೆ, ರೋಬಸ್ಟಾ ಪಾರ್ಚ್ಮೆಂಟ್ ಕೆಜಿ ದರ 23200–24000 ರೂ.ಗಳವರೆಗೆ.: [30, 758, 170, 789]
- photo-caption: ಬೆಳ್ಳಿ 11.18ರ ಪ್ರಥಮ ಉತ್ಸವದ ಪೂಜೆಯ ಬಳಿಕ ಪ್ರಸಾದ ವಿತರಿಸಲಾಯಿತು.: [176, 1381, 312, 1401]
- divider: [186, 502, 916, 504]
- bottom-subhead: ಸಮಾಜ ಪಿಡಿಸ್ಸಬಹುದ ಸ್ಥಾನ: [176, 1402, 257, 1412]
- lead-body-col2: [340, 350, 480, 495]
- story-body: ಬಂಧಿತ ಆರೋಪಿಯ ವಿರುದ್ಧ ಪ್ರಕರಣ ದಾಖಲಿಸಿ ನ್ಯಾಯಾಂಗ ಬಂಧನಕ್ಕೆ ಒಪ್ಪಿಸಲಾಗಿದೆ.: [30, 854, 150, 874]
- story-paragraph: ಮಡಿಕೇರಿ: ಯುವಜನ ಕ್ರೀಡಾಪಟುಗಳಿಗೆ ಪ್ರೋತ್ಸಾಹ ನೀಡುವ ದೃಷ್ಟಿಯಿಂದ ಕೊಡಗು ವಿದ್ಯಾಲಯದಲ್ಲಿ ನಿರ್ಮಿಸಲಾದ ಸುಸಜ್ಜಿತ ಬಾಸ್ಕೆಟ್ ಬಾಲ್ ಕೋರ್ಟ್ ಉದ್ಘಾಟಿಸಲಾಯಿತು.: [648, 673, 760, 726]
- album-release-box: [632, 1270, 768, 1366]
- story-body: [186, 972, 304, 1192]
- lead-paragraph: ಬಂಟ್ವಾಳ: ಪಾದಚಾರಿಗಳಿಗೆ ನಡೆದಾಡಲು ಫುಟ್‌ಪಾತ್ ಇಲ್ಲದ ನಗರ ಎಂದು ಖ್ಯಾತಿ ಪಡೆದಿರುವ ಬಂಟ್ವಾಳ ಪೇಟೆಗೆ ಸದ್ಯದ ಮಟ್ಟಿಗೆ ಆಗಲೀಕರಣದ ಭಾಗ್ಯ ಮರೀಚಿಕೆಯಾಗಿದೆ.: [186, 211, 336, 242]
- bottom-kicker: ಗೆಜ್ಜೆಗಿರಿ ನಂದನಬಿತ್ತಿಲ್ ಶ್ರೀ ಕ್ಷೇತ್ರದಲ್ಲಿ ವಾರ್ಷಿಕ ಜಾತ್ರಾ ಮಹೋತ್ಸವ | ಕನ್ಯಾಡಿ ಶ್ರೀ ಬ್ರಹ್ಮಾನಂದ ಸರಸ್ವತಿ ಸ್ವಾಮೀಜಿ ಭೇಟಿ: [210, 1208, 736, 1224]
- bottom-paragraph: ಪ್ರಸಾದ ವಿತರಣೆ ಕಾರ್ಯಕ್ರಮದಲ್ಲಿ ನೂರಾರು ಮಾತೆಯರು ಭಾಗವಹಿಸಿದ್ದರು, ಸ್ವಾಮೀಜಿಯವರು ಆಶೀರ್ವಚನ ನೀಡಿದರು.: [460, 1304, 628, 1324]
- epaper-link[interactable]: epaper.hosadigantha.com: [251, 102, 367, 113]
- story-body: ಕೋಟ: ಕೇಂದ್ರ ಮಹಾಮಂಡಳಿಯಿಂದ ಸರ್ಕಾರಿ ಸಂಘಗಳ ಸಹಾಯಕ ಸಂಬಂಧಿಸಿ ಹೆಸರು, ಬೆಂಗಳೂರು ಸರ್ಕಾರಿ ಮಹಾಮಂಡಳ ಅಧಿಕೃತ ಕರ್ನಾಟಕ ರಾಜ್ಯ ಗ್ರೇಡ್ 1 ದೈಹಿಕ ಶಿಕ್ಷಣ ಶಿಕ್ಷಕರ ಸಂಘ ಬೆಂಗಳೂರು ಇದರ ಕುಂದಾಪುರ ತಾಲೂಕು ಘಟಕದ ಅಧ್ಯಕ್ಷರಾಗಿ ಆಯ್ಕೆಯಾಗಿದ್ದಾರೆ.: [94, 167, 173, 275]
- headline-line: ರಾಷ್ಟ್ರೀಯ ಹೆದ್ದಾರಿ ಸ್ವಚ್ಛ, ಸುಂದರ: [213, 833, 397, 853]
- lead-subhead: ತೌಲಾಯಿ ದುರ್ಲಭ: [626, 370, 682, 380]
- lead-photo-caption: ಬಂಟ್ವಾಳ ಪೇಟೆಯ ಕಿರಿದಾದ ರಸ್ತೆಯಲ್ಲಿ ಪಾದಚಾರಿಗಳ ಪರದಾಟ: [340, 327, 501, 336]
- headline-line: ಉದಯಾಸ್ತಮಾನ ಗಮಕ ಕಾರ್ಯಕ್ರಮ: [471, 834, 651, 852]
- story-paragraph: ಮಂಗಳೂರು: ಕರ್ನಾಟಕ ತುಳು ಸಾಹಿತ್ಯ ಅಕಾಡೆಮಿ, ತುಳು ವರ್ಲ್ಡ್ ಜಾಲತಾಣ ಸಹಯೋಗದಲ್ಲಿ ನಡೆದ ಕಾರ್ಯಕ್ರಮದಲ್ಲಿ ತುಳು ಭಾಷೆ ಮತ್ತು ಸಂಸ್ಕೃತಿಯ ಮಹತ್ವದ ಕುರಿತು ಮಾತನಾಡಿದರು.: [812, 1036, 916, 1089]
- brand-name: ಹೊಸ ದಿಗಂತ: [104, 31, 157, 45]
- supplement-name: ಸಂಗಮ: [96, 46, 183, 86]
- bottom-headline: ಸತ್ಯಧರ್ಮ ಚಾವಡಿಯಲ್ಲಿ ಮಾತೆಯರಿಗೆ 'ಅಮ್ಮನ ಮಡಿಲ ಪ್ರಸಾದ' ವಿತರಣೆ: [146, 1229, 800, 1262]
- meeting-box-body: ಪುರಸಭೆಯಲ್ಲಿ ಈಗ ಹಲವು ವರ್ಷಗಳಿಂದ ಬಂಟ್ವಾಳ ಪೇಟೆಯ ಫುಟ್‌ಪಾತ್ ಸಮಸ್ಯೆ ಕುರಿತು ಚರ್ಚೆ ನಡೆದಿದ್ದು, ಇಂದು ಅಧಿಕಾರಿಗಳ ಸಭೆ ನಡೆಯಲಿದೆ.: [777, 234, 906, 265]
- lead-paragraph: ಬಂಟ್ವಾಳ: ಪಾದಚಾರಿಗಳಿಗೆ ನಡೆದಾಡಲು ಫುಟ್‌ಪಾತ್ ಇಲ್ಲದ ನಗರ ಎಂದು ಖ್ಯಾತಿ ಪಡೆದಿರುವ ಬಂಟ್ವಾಳ ಪೇಟೆಗೆ ಸದ್ಯದ ಮಟ್ಟಿಗೆ ಆಗಲೀಕರಣದ ಭಾಗ್ಯ ಮರೀಚಿಕೆಯಾಗಿದೆ.: [626, 327, 766, 369]
- story-body: [704, 980, 808, 1192]
- qr-line: ಈ QR ಕೋಡ್ ಸ್ಕ್ಯಾನ್ ಮಾಡಿ: [707, 65, 800, 75]
- qr-code-icon[interactable]: [808, 33, 864, 89]
- bottom-paragraph: ಪ್ರಸಾದ ವಿತರಣೆ ಕಾರ್ಯಕ್ರಮದಲ್ಲಿ ನೂರಾರು ಮಾತೆಯರು ಭಾಗವಹಿಸಿದ್ದರು, ಸ್ವಾಮೀಜಿಯವರು ಆಶೀರ್ವಚನ ನೀಡಿದರು.: [30, 1370, 172, 1401]
- bottom-body: [30, 1270, 172, 1454]
- divider: [698, 806, 699, 1196]
- bottom-paragraph: ಬೆಳ್ತಂಗಡಿ: ದೇಯಿ ಬೈದೆತಿ, ಕೋಟಿ-ಚೆನ್ನಯರ ಮೂಲಸ್ಥಾನ ಗೆಜ್ಜೆಗಿರಿ ನಂದನಬಿತ್ತಿಲ್ ಶ್ರೀ ಕ್ಷೇತ್ರದಲ್ಲಿ ವಾರ್ಷಿಕ ಜಾತ್ರಾ ಮಹೋತ್ಸವ ವೈಭವದಿಂದ ನಡೆಯಿತು.: [316, 1381, 456, 1412]
- lead-paragraph: ಬಂಟ್ವಾಳ: ಪಾದಚಾರಿಗಳಿಗೆ ನಡೆದಾಡಲು ಫುಟ್‌ಪಾತ್ ಇಲ್ಲದ ನಗರ ಎಂದು ಖ್ಯಾತಿ ಪಡೆದಿರುವ ಬಂಟ್ವಾಳ ಪೇಟೆಗೆ ಸದ್ಯದ ಮಟ್ಟಿಗೆ ಆಗಲೀಕರಣದ ಭಾಗ್ಯ ಮರೀಚಿಕೆಯಾಗಿದೆ.: [626, 415, 766, 457]
- lead-body-col3: [484, 350, 620, 495]
- story-paragraph: ಮಡಿಕೇರಿ: ಯುವಜನ ಕ್ರೀಡಾಪಟುಗಳಿಗೆ ಪ್ರೋತ್ಸಾಹ ನೀಡುವ ದೃಷ್ಟಿಯಿಂದ ಕೊಡಗು ವಿದ್ಯಾಲಯದಲ್ಲಿ ನಿರ್ಮಿಸಲಾದ ಸುಸಜ್ಜಿತ ಬಾಸ್ಕೆಟ್ ಬಾಲ್ ಕೋರ್ಟ್ ಉದ್ಘಾಟಿಸಲಾಯಿತು.: [648, 563, 760, 616]
- inset-box: ಒಂದುವರೆ ಕಿಲೋ ಮೀಟರ್ ವ್ಯಾಪ್ತಿಯಲ್ಲಿ ಪ್ಲಾಸ್ಟಿಕ್ ತ್ಯಾಜ್ಯಗಳ ಸಿಕ್ಕಿದೆ ಮುಕ್ತಿ: [306, 972, 422, 1028]
- ad-title: ಅಭಿನಂದನೀಯ: [437, 975, 491, 988]
- story-paragraph: ಕೋಟ: ಇಲ್ಲಿನ ಕೋಟ ಗ್ರಾಮ ಪಂಚಾಯತ್ ವ್ಯಾಪ್ತಿಯ ಮಣೂರು ರಾಷ್ಟ್ರೀಯ ಹೆದ್ದಾರಿ ಬಳಿ ಪ್ರಮುಖ ರಸ್ತೆ ಬದಿಯಲ್ಲಿ ಸ್ವಚ್ಛತಾ ಕಾರ್ಯ ನಡೆಸಲಾಯಿತು.: [186, 973, 304, 1015]
- website-link[interactable]: hosadiganatha.com: [117, 102, 206, 113]
- story-paragraph: ಮಂಗಳೂರು: ಕರ್ನಾಟಕ ತುಳು ಸಾಹಿತ್ಯ ಅಕಾಡೆಮಿ, ತುಳು ವರ್ಲ್ಡ್ ಜಾಲತಾಣ ಸಹಯೋಗದಲ್ಲಿ ನಡೆದ ಕಾರ್ಯಕ್ರಮದಲ್ಲಿ ತುಳು ಭಾಷೆ ಮತ್ತು ಸಂಸ್ಕೃತಿಯ ಮಹತ್ವದ ಕುರಿತು ಮಾತನಾಡಿದರು.: [812, 1091, 916, 1144]
- gamaka-event-photo: [568, 858, 694, 968]
- prasada-photo-1: [176, 1270, 300, 1376]
- sidebar-box-body: ಕೊಟ್ಟಕಾರಿಯಿಂದ ಬಿ.ಸಿ.ರೋಡಿನವರೆಗಿನ ಫುಟ್‌ಪಾತ್ ಅಂದರೆ ಇಲ್ಲ, ಹಾಗಾಗಿ ಪ್ರತಿನಿತ್ಯ ಟ್ರಾಫಿಕ್ ಜಾಮ್ ಜೊತೆ ಸಂಚಾರ ದುಸ್ತರವಾಗಿದೆ.: [631, 246, 753, 277]
- subhead: ಕಾಫಿ ಮಾರುಕಟ್ಟೆಗೆ ಈಗ ಸುಸ್ತು!: [30, 746, 131, 757]
- headline-line: ತುಳು ಭಾಷೆ, ಸಂಸ್ಕೃತಿಯ ಒಲವು: [730, 812, 888, 830]
- lead-kicker: ಪಾದಚಾರಿ ಮಾರ್ಗವಿಲ್ಲ, ಜನರ ಗೋಳು ಕೇಳೋರಿಲ್ಲ! ಇದು ಬಂಟ್ವಾಳ ಪೇಟೆಯ ವ್ಯಥೆಕತೆ: [333, 124, 781, 143]
- story-paragraph: ಕುಂಬಳೆ: ಕುಂಬಳೆ ಸಮೀಪದ ಶ್ರೀ ಬೊಬ್ಬರ್ಯ ಕಟ್ಟೆ ನಿರ್ಮಾಣಕ್ಕೆ ಅಧಿಕಾರಿಗಳ ಅಡೆತಡೆಯ ವಿರುದ್ಧ ಭಕ್ತರು ಸಭೆ ಸೇರಿ ಕಾನೂನು ಹೋರಾಟಕ್ಕೆ ರೂಪರೇಷೆ ಸಿದ್ಧಪಡಿಸಿದರು.: [186, 673, 294, 726]
- felicitation-ad: [432, 972, 564, 1050]
- lead-paragraph: ಬಂಟ್ವಾಳ ನಗರದಲ್ಲಿ ಚತುಷ್ಪಥ ರಸ್ತೆಯ ಮಿನಿಗೆ ಹೆಚ್ಚಿನ ವಾಹನ ಸಂಚಾರ ಸಮಸ್ಯೆ ಗಂಭೀರವಾಗಿದೆ, ಪಾದಚಾರಿಗಳ ಸುರಕ್ಷತೆಗೆ ಯಾವುದೇ ವ್ಯವಸ್ಥೆ ಇಲ್ಲ.: [626, 382, 766, 413]
- info-bar: ಪುಟಗಳು 8 | website hosadiganatha.com | E-paper epaper.hosadigantha.com | Email diganthamlr@gmail.com | Twitter HosadiganthaWeb ಸೋಮವಾರ 03, ಮಾರ್ಚ್ 2025: [30, 100, 916, 116]
- meeting-photo: [298, 562, 548, 652]
- story-paragraph: ಕುಂಬಳೆ: ಕುಂಬಳೆ ಸಮೀಪದ ಶ್ರೀ ಬೊಬ್ಬರ್ಯ ಕಟ್ಟೆ ನಿರ್ಮಾಣಕ್ಕೆ ಅಧಿಕಾರಿಗಳ ಅಡೆತಡೆಯ ವಿರುದ್ಧ ಭಕ್ತರು ಸಭೆ ಸೇರಿ ಕಾನೂನು ಹೋರಾಟಕ್ಕೆ ರೂಪರೇಷೆ ಸಿದ್ಧಪಡಿಸಿದರು.: [298, 712, 418, 754]
- story-paragraph: ಕೋಟ: ಇಲ್ಲಿನ ಕೋಟ ಗ್ರಾಮ ಪಂಚಾಯತ್ ವ್ಯಾಪ್ತಿಯ ಮಣೂರು ರಾಷ್ಟ್ರೀಯ ಹೆದ್ದಾರಿ ಬಳಿ ಪ್ರಮುಖ ರಸ್ತೆ ಬದಿಯಲ್ಲಿ ಸ್ವಚ್ಛತಾ ಕಾರ್ಯ ನಡೆಸಲಾಯಿತು.: [306, 1033, 422, 1075]
- story-headline: ನವ ಕ್ರೀಡಾ ತಾರೆಗಳಿಗೆ ಪ್ರೋತ್ಸಾಹ ಸ್ವಾಗತಾರ್ಹ: [594, 530, 882, 554]
- lead-paragraph: ಬಂಟ್ವಾಳ: ಪಾದಚಾರಿಗಳಿಗೆ ನಡೆದಾಡಲು ಫುಟ್‌ಪಾತ್ ಇಲ್ಲದ ನಗರ ಎಂದು ಖ್ಯಾತಿ ಪಡೆದಿರುವ ಬಂಟ್ವಾಳ ಪೇಟೆಗೆ ಸದ್ಯದ ಮಟ್ಟಿಗೆ ಆಗಲೀಕರಣದ ಭಾಗ್ಯ ಮರೀಚಿಕೆಯಾಗಿದೆ.: [340, 384, 480, 426]
- bottom-paragraph: ಪ್ರಸಾದ ವಿತರಣೆ ಕಾರ್ಯಕ್ರಮದಲ್ಲಿ ನೂರಾರು ಮಾತೆಯರು ಭಾಗವಹಿಸಿದ್ದರು, ಸ್ವಾಮೀಜಿಯವರು ಆಶೀರ್ವಚನ ನೀಡಿದರು.: [30, 1304, 172, 1335]
- story-body: [432, 858, 564, 968]
- story-body: ಬಂಧಿತ ಆರೋಪಿಯ ವಿರುದ್ಧ ಪ್ರಕರಣ ದಾಖಲಿಸಿ ನ್ಯಾಯಾಂಗ ಬಂಧನಕ್ಕೆ ಒಪ್ಪಿಸಲಾಗಿದೆ.: [30, 891, 150, 911]
- story-headline: ಮಾ.9: ಆರೋಗ್ಯ ತಪಾಸಣಾ ಶಿಬಿರ: [30, 482, 169, 496]
- bottom-paragraph: ಪ್ರಸಾದ ವಿತರಣೆ ಕಾರ್ಯಕ್ರಮದಲ್ಲಿ ನೂರಾರು ಮಾತೆಯರು ಭಾಗವಹಿಸಿದ್ದರು, ಸ್ವಾಮೀಜಿಯವರು ಆಶೀರ್ವಚನ ನೀಡಿದರು.: [460, 1359, 628, 1379]
- front-page-continuation: [30, 714, 173, 742]
- story-paragraph: ಮಂಗಳೂರು: ಕರ್ನಾಟಕ ತುಳು ಸಾಹಿತ್ಯ ಅಕಾಡೆಮಿ, ತುಳು ವರ್ಲ್ಡ್ ಜಾಲತಾಣ ಸಹಯೋಗದಲ್ಲಿ ನಡೆದ ಕಾರ್ಯಕ್ರಮದಲ್ಲಿ ತುಳು ಭಾಷೆ ಮತ್ತು ಸಂಸ್ಕೃತಿಯ ಮಹತ್ವದ ಕುರಿತು ಮಾತನಾಡಿದರು.: [812, 981, 916, 1034]
- epaper-label: E-paper: [213, 102, 249, 113]
